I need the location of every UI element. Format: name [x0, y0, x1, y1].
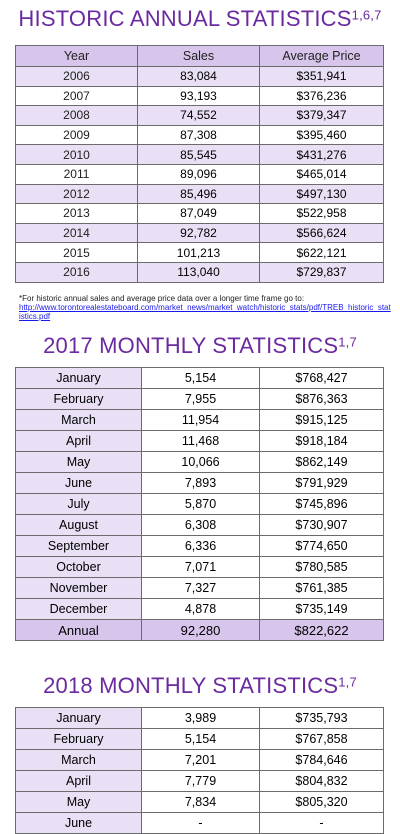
footnote-link[interactable]: http://www.torontorealestateboard.com/market_news/market_watch/historic_stats/pdf/TREB_historic_statistics.pdf: [19, 303, 391, 321]
price-cell: $351,941: [260, 67, 384, 87]
month-cell: July: [16, 494, 142, 515]
sales-cell: -: [142, 813, 260, 834]
year-cell: 2010: [16, 145, 138, 165]
year-cell: 2011: [16, 164, 138, 184]
year-cell: 2008: [16, 106, 138, 126]
month-cell: February: [16, 729, 142, 750]
monthly-2018-table: [15, 707, 384, 834]
month-cell: March: [16, 750, 142, 771]
table-row: [16, 67, 384, 87]
month-cell: October: [16, 557, 142, 578]
table-row: [16, 792, 384, 813]
monthly-2018-title: [0, 673, 400, 699]
price-cell: $780,585: [260, 557, 384, 578]
price-cell: $768,427: [260, 368, 384, 389]
sales-cell: 7,779: [142, 771, 260, 792]
table-row: [16, 431, 384, 452]
sales-cell: 83,084: [138, 67, 260, 87]
table-row: [16, 452, 384, 473]
price-cell: $622,121: [260, 243, 384, 263]
table-row: [16, 578, 384, 599]
month-cell: June: [16, 473, 142, 494]
sales-cell: 10,066: [142, 452, 260, 473]
table-row: [16, 106, 384, 126]
table-row: [16, 223, 384, 243]
price-cell: $730,907: [260, 515, 384, 536]
year-cell: 2006: [16, 67, 138, 87]
price-cell: $784,646: [260, 750, 384, 771]
table-row: [16, 368, 384, 389]
table-row: [16, 410, 384, 431]
month-cell: September: [16, 536, 142, 557]
price-cell: $761,385: [260, 578, 384, 599]
month-cell: June: [16, 813, 142, 834]
price-cell: $915,125: [260, 410, 384, 431]
table-row: [16, 86, 384, 106]
price-cell: $862,149: [260, 452, 384, 473]
table-row: [16, 813, 384, 834]
price-cell: $497,130: [260, 184, 384, 204]
year-cell: 2013: [16, 204, 138, 224]
sales-cell: 7,834: [142, 792, 260, 813]
sales-cell: 89,096: [138, 164, 260, 184]
column-header-average-price: Average Price: [260, 46, 384, 67]
table-row: [16, 389, 384, 410]
year-cell: 2015: [16, 243, 138, 263]
price-cell: $431,276: [260, 145, 384, 165]
table-row: [16, 557, 384, 578]
footnote: [19, 294, 391, 321]
year-cell: 2016: [16, 262, 138, 282]
month-cell: January: [16, 708, 142, 729]
month-cell: May: [16, 792, 142, 813]
historic-title-superscript: 1,6,7: [351, 7, 382, 23]
year-cell: 2007: [16, 86, 138, 106]
month-cell: March: [16, 410, 142, 431]
price-cell: $767,858: [260, 729, 384, 750]
month-cell: August: [16, 515, 142, 536]
historic-title-text: HISTORIC ANNUAL STATISTICS: [18, 6, 352, 31]
price-cell: $745,896: [260, 494, 384, 515]
price-cell: $918,184: [260, 431, 384, 452]
table-row: [16, 729, 384, 750]
price-cell: $522,958: [260, 204, 384, 224]
year-cell: 2012: [16, 184, 138, 204]
price-cell: $729,837: [260, 262, 384, 282]
table-row: [16, 599, 384, 620]
sales-cell: 7,955: [142, 389, 260, 410]
annual-total-row: [16, 620, 384, 641]
sales-cell: 7,327: [142, 578, 260, 599]
price-cell: $804,832: [260, 771, 384, 792]
price-cell: $735,149: [260, 599, 384, 620]
table-row: [16, 771, 384, 792]
sales-cell: 5,870: [142, 494, 260, 515]
table-row: [16, 145, 384, 165]
month-cell: April: [16, 431, 142, 452]
historic-header-row: [16, 46, 384, 67]
price-cell: $876,363: [260, 389, 384, 410]
monthly-2017-title-text: 2017 MONTHLY STATISTICS: [43, 333, 339, 358]
sales-cell: 5,154: [142, 729, 260, 750]
sales-cell: 93,193: [138, 86, 260, 106]
sales-cell: 113,040: [138, 262, 260, 282]
sales-cell: 87,308: [138, 125, 260, 145]
monthly-2018-title-text: 2018 MONTHLY STATISTICS: [43, 673, 339, 698]
sales-cell: 3,989: [142, 708, 260, 729]
table-row: [16, 125, 384, 145]
sales-cell: 11,954: [142, 410, 260, 431]
table-row: [16, 243, 384, 263]
table-row: [16, 473, 384, 494]
table-row: [16, 164, 384, 184]
annual-sales-cell: 92,280: [142, 620, 260, 641]
month-cell: May: [16, 452, 142, 473]
sales-cell: 7,201: [142, 750, 260, 771]
footnote-text: *For historic annual sales and average price data over a longer time frame go to:: [19, 294, 305, 303]
price-cell: $465,014: [260, 164, 384, 184]
month-cell: November: [16, 578, 142, 599]
month-cell: April: [16, 771, 142, 792]
month-cell: January: [16, 368, 142, 389]
table-row: [16, 494, 384, 515]
price-cell: -: [260, 813, 384, 834]
price-cell: $379,347: [260, 106, 384, 126]
sales-cell: 5,154: [142, 368, 260, 389]
price-cell: $376,236: [260, 86, 384, 106]
table-row: [16, 536, 384, 557]
sales-cell: 85,496: [138, 184, 260, 204]
sales-cell: 6,336: [142, 536, 260, 557]
price-cell: $791,929: [260, 473, 384, 494]
sales-cell: 11,468: [142, 431, 260, 452]
month-cell: December: [16, 599, 142, 620]
price-cell: $805,320: [260, 792, 384, 813]
table-row: [16, 708, 384, 729]
sales-cell: 87,049: [138, 204, 260, 224]
annual-label-cell: Annual: [16, 620, 142, 641]
historic-table: [15, 45, 384, 283]
table-row: [16, 204, 384, 224]
sales-cell: 4,878: [142, 599, 260, 620]
historic-title: [0, 6, 400, 32]
annual-price-cell: $822,622: [260, 620, 384, 641]
monthly-2017-title-superscript: 1,7: [338, 334, 357, 350]
monthly-2017-table: [15, 367, 384, 641]
year-cell: 2014: [16, 223, 138, 243]
column-header-year: Year: [16, 46, 138, 67]
table-row: [16, 515, 384, 536]
price-cell: $735,793: [260, 708, 384, 729]
sales-cell: 101,213: [138, 243, 260, 263]
sales-cell: 7,893: [142, 473, 260, 494]
sales-cell: 6,308: [142, 515, 260, 536]
table-row: [16, 262, 384, 282]
sales-cell: 74,552: [138, 106, 260, 126]
price-cell: $774,650: [260, 536, 384, 557]
sales-cell: 7,071: [142, 557, 260, 578]
monthly-2018-title-superscript: 1,7: [338, 674, 357, 690]
monthly-2017-title: [0, 333, 400, 359]
sales-cell: 92,782: [138, 223, 260, 243]
sales-cell: 85,545: [138, 145, 260, 165]
table-row: [16, 184, 384, 204]
year-cell: 2009: [16, 125, 138, 145]
month-cell: February: [16, 389, 142, 410]
price-cell: $395,460: [260, 125, 384, 145]
price-cell: $566,624: [260, 223, 384, 243]
table-row: [16, 750, 384, 771]
column-header-sales: Sales: [138, 46, 260, 67]
